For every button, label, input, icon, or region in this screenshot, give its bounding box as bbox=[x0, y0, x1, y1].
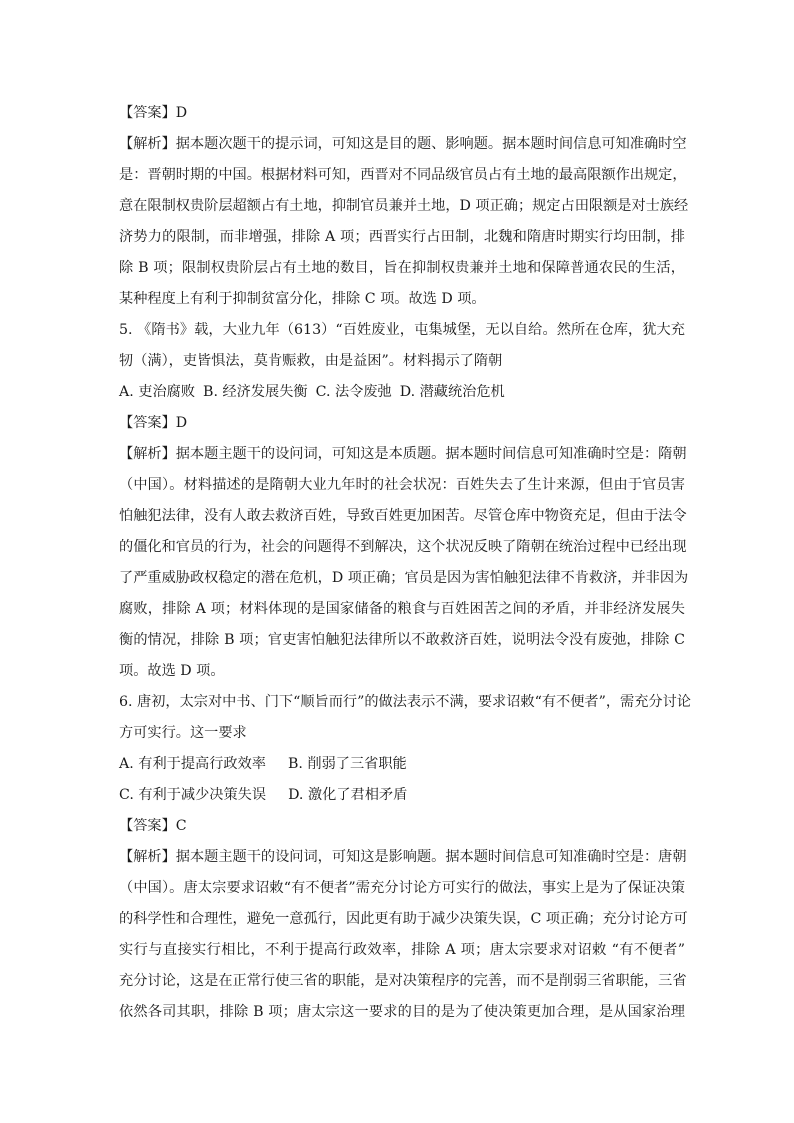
q6-analysis-line: 充分讨论，这是在正常行使三省的职能，是对决策程序的完善，而不是削弱三省职能，三省 bbox=[119, 973, 687, 989]
q5-options bbox=[119, 377, 685, 408]
q6-options-row-1 bbox=[119, 749, 685, 780]
q6-analysis-line: （中国）。唐太宗要求诏敕“有不便者”需充分讨论方可实行的做法，事实上是为了保证决策 bbox=[119, 880, 685, 896]
q5-option-c: C. 法令废弛 bbox=[315, 384, 392, 400]
q6-option-a: A. 有利于提高行政效率 bbox=[119, 756, 266, 772]
q5-analysis-line: （中国）。材料描述的是隋朝大业九年时的社会状况：百姓失去了生计来源，但由于官员害 bbox=[119, 477, 685, 493]
q5-analysis-line: 衡的情况，排除 B 项；官吏害怕触犯法律所以不敢救济百姓，说明法令没有废弛，排除 C bbox=[119, 632, 685, 648]
document-page bbox=[119, 98, 691, 1028]
q6-answer: 【答案】C bbox=[119, 818, 187, 834]
q4-analysis-line: 意在限制权贵阶层超额占有土地，抑制官员兼并土地，D 项正确；规定占田限额是对士族经 bbox=[119, 198, 689, 214]
q6-analysis-line: 依然各司其职，排除 B 项；唐太宗这一要求的目的是为了使决策更加合理，是从国家治理 bbox=[119, 1004, 685, 1020]
q5-stem-line: 5. 《隋书》载，大业九年（613）“百姓废业，屯集城堡，无以自给。然所在仓库，犹大充 bbox=[119, 322, 685, 338]
q5-option-b: B. 经济发展失衡 bbox=[203, 384, 308, 400]
q6-option-d: D. 激化了君相矛盾 bbox=[288, 787, 408, 803]
q6-analysis bbox=[119, 842, 688, 1028]
q5-analysis-line: 怕触犯法律，没有人敢去救济百姓，导致百姓更加困苦。尽管仓库中物资充足，但由于法令 bbox=[119, 508, 687, 524]
q6-option-b: B. 削弱了三省职能 bbox=[287, 756, 407, 772]
q5-analysis-line: 腐败，排除 A 项；材料体现的是国家储备的粮食与百姓困苦之间的矛盾，并非经济发展失 bbox=[119, 601, 685, 617]
q5-analysis-line: 项。故选 D 项。 bbox=[119, 663, 225, 679]
q5-stem-line: 牣（满），吏皆惧法，莫肯赈救，由是益困”。材料揭示了隋朝 bbox=[119, 353, 503, 369]
q5-option-a: A. 吏治腐败 bbox=[119, 384, 196, 400]
q6-stem-line: 6. 唐初，太宗对中书、门下“顺旨而行”的做法表示不满，要求诏敕“有不便者”，需充分讨论 bbox=[119, 694, 691, 710]
q4-answer: 【答案】D bbox=[119, 105, 188, 121]
q4-analysis-line: 济势力的限制，而非增强，排除 A 项；西晋实行占田制，北魏和隋唐时期实行均田制，排 bbox=[119, 229, 685, 245]
q5-analysis bbox=[119, 439, 689, 687]
q4-analysis-line: 【解析】据本题次题干的提示词，可知这是目的题、影响题。据本题时间信息可知准确时空 bbox=[119, 136, 687, 152]
q5-answer: 【答案】D bbox=[119, 415, 188, 431]
q6-options-row-2 bbox=[119, 780, 685, 811]
q4-analysis bbox=[119, 129, 689, 315]
q5-option-d: D. 潜藏统治危机 bbox=[399, 384, 505, 400]
q5-analysis-line: 【解析】据本题主题干的设问词，可知这是本质题。据本题时间信息可知准确时空是：隋朝 bbox=[119, 446, 687, 462]
q4-analysis-line: 是：晋朝时期的中国。根据材料可知，西晋对不同品级官员占有土地的最高限额作出规定， bbox=[119, 167, 687, 183]
q5-stem bbox=[119, 315, 685, 377]
q5-analysis-line: 了严重威胁政权稳定的潜在危机，D 项正确；官员是因为害怕触犯法律不肯救济，并非因为 bbox=[119, 570, 689, 586]
q6-analysis-line: 实行与直接实行相比，不利于提高行政效率，排除 A 项；唐太宗要求对诏敕 “有不便者” bbox=[119, 942, 685, 958]
q6-stem bbox=[119, 687, 691, 749]
q4-analysis-line: 除 B 项；限制权贵阶层占有土地的数目，旨在抑制权贵兼并土地和保障普通农民的生活， bbox=[119, 260, 685, 276]
q6-analysis-line: 的科学性和合理性，避免一意孤行，因此更有助于减少决策失误，C 项正确；充分讨论方可 bbox=[119, 911, 688, 927]
q6-stem-line: 方可实行。这一要求 bbox=[119, 725, 247, 741]
q6-analysis-line: 【解析】据本题主题干的设问词，可知这是影响题。据本题时间信息可知准确时空是：唐朝 bbox=[119, 849, 687, 865]
q4-analysis-line: 某种程度上有利于抑制贫富分化，排除 C 项。故选 D 项。 bbox=[119, 291, 486, 307]
q5-analysis-line: 的僵化和官员的行为，社会的问题得不到解决，这个状况反映了隋朝在统治过程中已经出现 bbox=[119, 539, 687, 555]
q6-option-c: C. 有利于减少决策失误 bbox=[119, 787, 267, 803]
